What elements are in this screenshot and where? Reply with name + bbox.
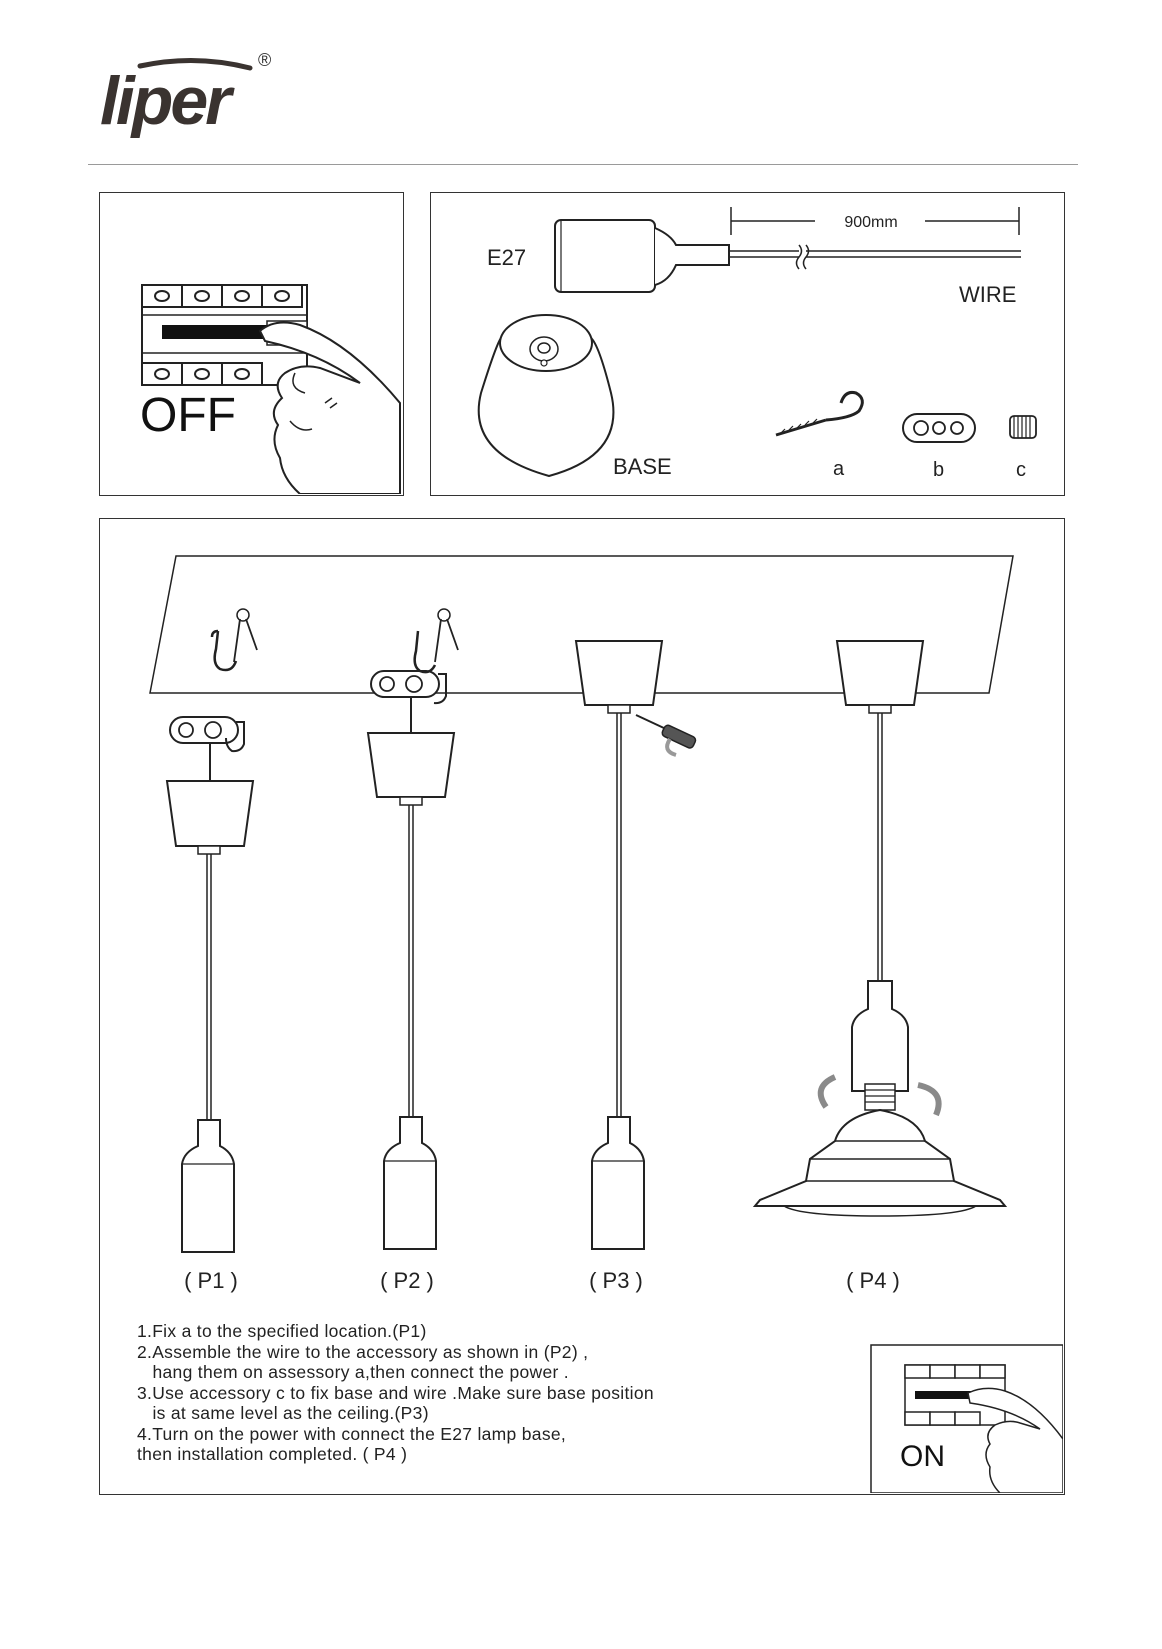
instruction-line: 4.Turn on the power with connect the E27 lamp base, [137, 1423, 567, 1444]
p3-label: ( P3 ) [589, 1268, 643, 1293]
step-p2-illustration [368, 609, 458, 1249]
length-label: 900mm [844, 214, 898, 231]
base-label: BASE [613, 454, 672, 479]
p1-label: ( P1 ) [184, 1268, 238, 1293]
rotate-right-arrow-icon [918, 1085, 939, 1115]
power-off-panel [99, 192, 404, 496]
wire-label: WIRE [959, 282, 1017, 307]
step-p4-illustration [755, 641, 1005, 1216]
plate-icon [903, 414, 975, 442]
instruction-line: 2.Assemble the wire to the accessory as shown in (P2) , [137, 1341, 589, 1362]
instruction-line: 3.Use accessory c to fix base and wire .Make sure base position [137, 1382, 654, 1403]
instructions-list [137, 1321, 654, 1465]
screwdriver-icon [636, 715, 697, 755]
p4-label: ( P4 ) [846, 1268, 900, 1293]
accessory-c-label: c [1016, 459, 1026, 481]
instruction-line: is at same level as the ceiling.(P3) [137, 1403, 429, 1423]
breaker-off-illustration [100, 193, 402, 494]
rotate-left-arrow-icon [821, 1077, 835, 1107]
registered-mark: ® [258, 50, 272, 70]
svg-text:liper: liper [100, 63, 229, 139]
hook-icon [776, 392, 862, 435]
power-on-inset [871, 1345, 1063, 1493]
parts-illustration [431, 193, 1063, 494]
on-label: ON [900, 1440, 945, 1473]
instruction-line: 1.Fix a to the specified location.(P1) [137, 1321, 427, 1341]
instruction-line: then installation completed. ( P4 ) [137, 1444, 408, 1464]
base-icon [479, 315, 614, 476]
off-label: OFF [140, 389, 236, 442]
e27-socket-icon [555, 220, 729, 292]
set-screw-icon [1010, 416, 1036, 438]
parts-panel [430, 192, 1065, 496]
accessory-b-label: b [933, 459, 945, 481]
instruction-line: hang them on assessory a,then connect the power . [137, 1362, 569, 1382]
accessory-a-label: a [833, 458, 845, 480]
header-divider [88, 164, 1078, 165]
step-p1-illustration [167, 609, 257, 1252]
p2-label: ( P2 ) [380, 1268, 434, 1293]
step-p3-illustration [576, 641, 697, 1249]
e27-label: E27 [487, 245, 527, 270]
